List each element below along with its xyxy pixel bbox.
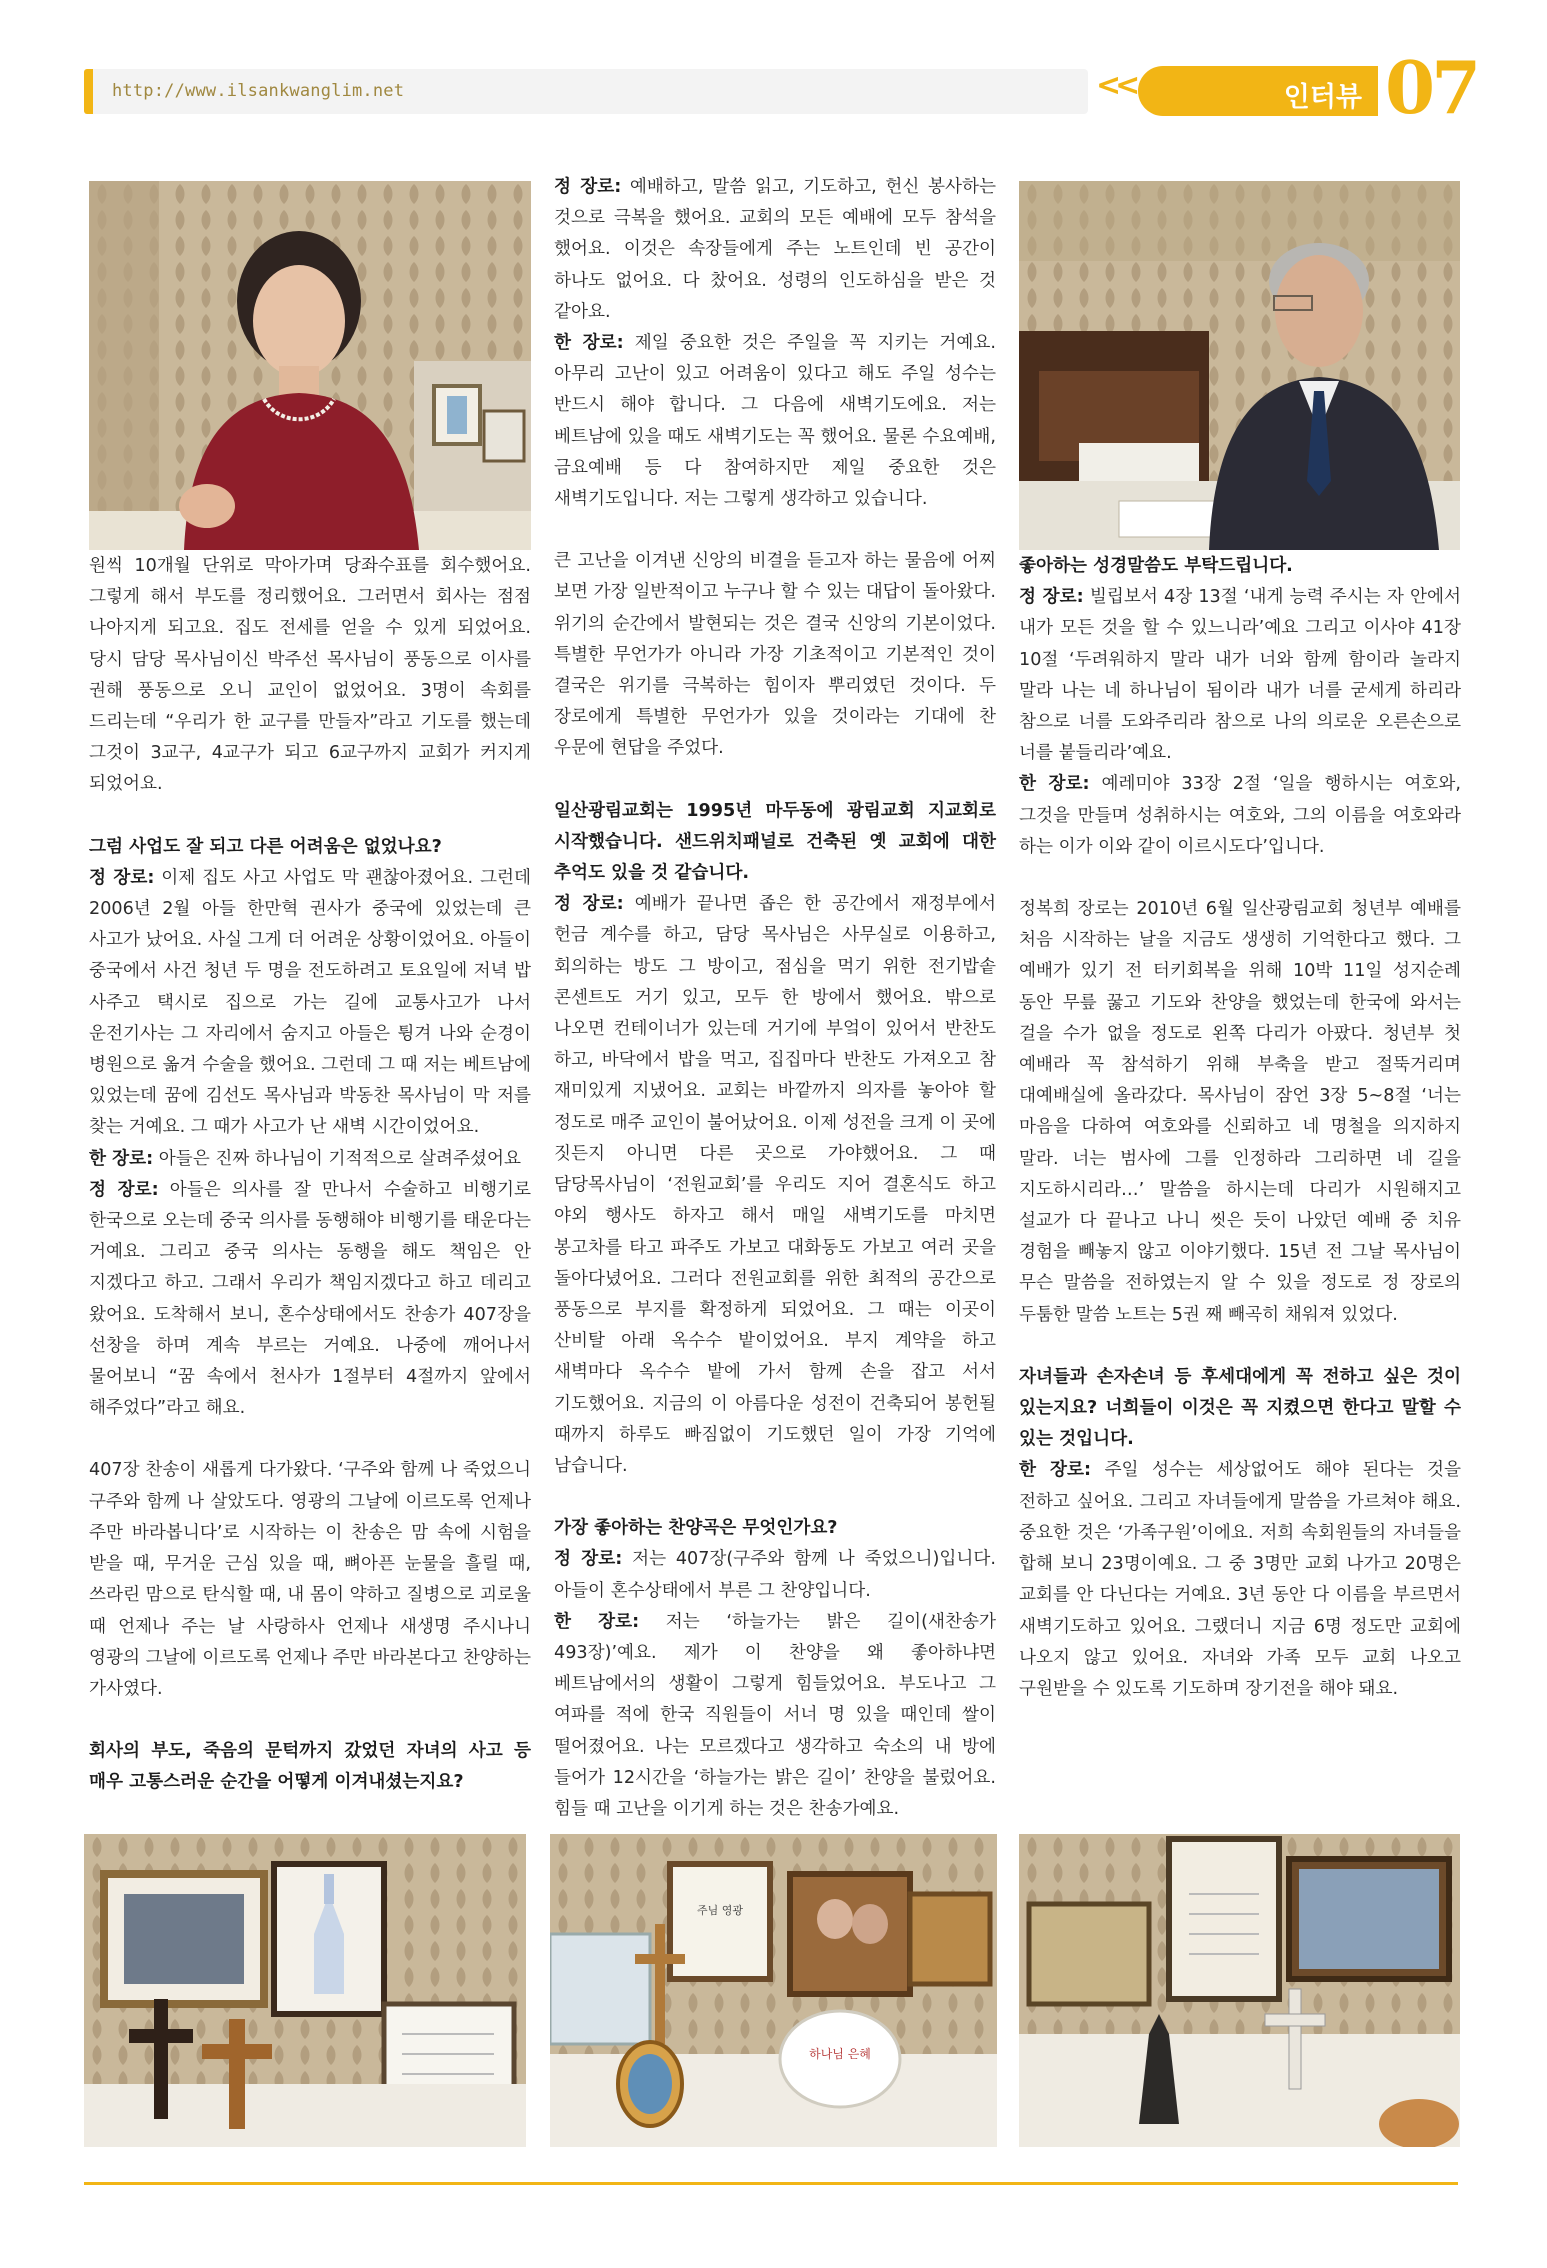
speaker-label: 한 장로: bbox=[554, 333, 624, 354]
answer-paragraph bbox=[1019, 769, 1461, 863]
speaker-label: 정 장로: bbox=[89, 867, 155, 888]
answer-text: 아들은 의사를 잘 만나서 수술하고 비행기로 한국으로 오는데 중국 의사를 동행해야 비행기를 태운다는 거예요. 그리고 중국 의사는 동행을 해도 책임은 안 지겠다고 하고. 그래서 우리가 책임지겠다고 하고 데리고 왔어요. 도착해서 보니, 혼수상태에서도 찬송가 407장을 선창을 하며 계속 부르는 거예요. 나중에 깨어나서 물어보니 “꿈 속에서 천사가 1절부터 4절까지 앞에서 해주었다”라고 해요. bbox=[89, 1179, 531, 1419]
speaker-label: 한 장로: bbox=[554, 1611, 640, 1632]
answer-paragraph bbox=[554, 889, 996, 1482]
interview-question: 회사의 부도, 죽음의 문턱까지 갔었던 자녀의 사고 등 매우 고통스러운 순간을 어떻게 이겨내셨는지요? bbox=[89, 1741, 531, 1793]
section-title: 인터뷰 bbox=[1283, 82, 1362, 113]
section-label-pill bbox=[1138, 66, 1378, 116]
page-number: 07 bbox=[1385, 45, 1478, 130]
speaker-label: 정 장로: bbox=[554, 894, 624, 915]
header-url[interactable]: http://www.ilsankwanglim.net bbox=[112, 81, 405, 101]
answer-text: 제일 중요한 것은 주일을 꼭 지키는 거예요. 아무리 고난이 있고 어려움이 있다고 해도 주일 성수는 반드시 해야 합니다. 그 다음에 새벽기도에요. 저는 베트남에 있을 때도 새벽기도는 꼭 했어요. 물론 수요예배, 금요예배 등 다 참여하지만 제일 중요한 것은 새벽기도입니다. 저는 그렇게 생각하고 있습니다. bbox=[554, 333, 996, 510]
interview-question: 가장 좋아하는 찬양곡은 무엇인가요? bbox=[554, 1518, 838, 1539]
answer-text: 이제 집도 사고 사업도 막 괜찮아졌어요. 그런데 2006년 2월 아들 한만혁 권사가 중국에 있었는데 큰 사고가 났어요. 사실 그게 더 어려운 상황이었어요. 아들이 중국에서 사건 청년 두 명을 전도하려고 토요일에 저녁 밥 사주고 택시로 집으로 가는 길에 교통사고가 나서 운전기사는 그 자리에서 숨지고 아들은 튕겨 나와 순경이 병원으로 옮겨 수술을 했어요. 그런데 그 때 저는 베트남에 있었는데 꿈에 김선도 목사님과 박동찬 목사님이 막 저를 찾는 거예요. 그 때가 사고가 난 새벽 시간이었어요. bbox=[89, 867, 531, 1138]
paragraph: 407장 찬송이 새롭게 다가왔다. ‘구주와 함께 나 죽었으니 구주와 함께 나 살았도다. 영광의 그날에 이르도록 언제나 주만 바라봅니다’로 시작하는 이 찬송은 맘 속에 시험을 받을 때, 무거운 근심 있을 때, 뼈아픈 눈물을 흘릴 때, 쓰라린 맘으로 탄식할 때, 내 몸이 약하고 질병으로 괴로울 때 언제나 주는 날 사랑하사 언제나 새생명 주시나니 영광의 그날에 이르도록 언제나 주만 바라본다고 찬양하는 가사였다. bbox=[89, 1460, 531, 1699]
answer-text: 저는 407장(구주와 함께 나 죽었으니)입니다. 아들이 혼수상태에서 부른 그 찬양입니다. bbox=[554, 1549, 996, 1601]
speaker-label: 정 장로: bbox=[89, 1179, 159, 1200]
interview-question: 그럼 사업도 잘 되고 다른 어려움은 없었나요? bbox=[89, 836, 442, 857]
answer-text: 주일 성수는 세상없어도 해야 된다는 것을 전하고 싶어요. 그리고 자녀들에게 말씀을 가르쳐야 해요. 중요한 것은 ‘가족구원’이에요. 저희 속회원들의 자녀들을 합해 보니 23명이예요. 그 중 3명만 교회 나가고 20명은 교회를 안 다닌다는 거예요. 3년 동안 다 이름을 부르면서 새벽기도하고 있어요. 그랬더니 지금 6명 정도만 교회에 나오지 않고 있어요. 자녀와 가족 모두 교회 나오고 구원받을 수 있도록 기도하며 장기전을 해야 돼요. bbox=[1019, 1460, 1462, 1699]
paragraph: 원씩 10개월 단위로 막아가며 당좌수표를 회수했어요. 그렇게 해서 부도를 정리했어요. 그러면서 회사는 점점 나아지게 되고요. 집도 전세를 얻을 수 있게 되었어요. 당시 담당 목사님이신 박주선 목사님이 풍동으로 이사를 권해 풍동으로 오니 교인이 없었어요. 3명이 속회를 드리는데 “우리가 한 교구를 만들자”라고 기도를 했는데 그것이 3교구, 4교구가 되고 6교구까지 교회가 커지게 되었어요. bbox=[89, 556, 531, 795]
answer-text: 예레미야 33장 2절 ‘일을 행하시는 여호와, 그것을 만들며 성취하시는 여호와, 그의 이름을 여호와라 하는 이가 이와 같이 이르시도다’입니다. bbox=[1019, 774, 1461, 857]
display-shelf-photo-2 bbox=[550, 1834, 997, 2147]
speaker-label: 정 장로: bbox=[1019, 587, 1084, 608]
answer-paragraph bbox=[89, 863, 531, 1144]
plate-text: 하나님 은혜 bbox=[809, 2047, 871, 2061]
speaker-label: 정 장로: bbox=[554, 1549, 623, 1570]
interview-question: 자녀들과 손자손녀 등 후세대에게 꼭 전하고 싶은 것이 있는지요? 너희들이 이것은 꼭 지켰으면 한다고 말할 수 있는 것입니다. bbox=[1019, 1366, 1461, 1450]
answer-paragraph bbox=[554, 172, 996, 328]
interview-question: 좋아하는 성경말씀도 부탁드립니다. bbox=[1019, 556, 1293, 576]
answer-paragraph bbox=[554, 1544, 996, 1606]
answer-text: 아들은 진짜 하나님이 기적적으로 살려주셨어요 bbox=[153, 1148, 522, 1169]
man-portrait-photo bbox=[1019, 181, 1460, 550]
answer-paragraph bbox=[554, 328, 996, 515]
answer-text: 예배하고, 말씀 읽고, 기도하고, 헌신 봉사하는 것으로 극복을 했어요. 교회의 모든 예배에 모두 참석을 했어요. 이것은 속장들에게 주는 노트인데 빈 공간이 하나도 없어요. 다 찼어요. 성령의 인도하심을 받은 것 같아요. bbox=[554, 177, 996, 322]
answer-text: 저는 ‘하늘가는 밝은 길이(새찬송가 493장)’예요. 제가 이 찬양을 왜 좋아하냐면 베트남에서의 생활이 그렇게 힘들었어요. 부도나고 그 여파를 적에 한국 직원들이 서너 명 있을 때인데 쌀이 떨어졌어요. 나는 모르겠다고 생각하고 숙소의 내 방에 들어가 12시간을 ‘하늘가는 밝은 길이’ 찬양을 불렀어요. 힘들 때 고난을 이기게 하는 것은 찬송가예요. bbox=[554, 1611, 996, 1819]
speaker-label: 한 장로: bbox=[89, 1148, 154, 1169]
woman-portrait-photo bbox=[89, 181, 531, 550]
column-2 bbox=[554, 172, 996, 1825]
answer-paragraph bbox=[1019, 582, 1461, 769]
chevron-left-icon: << bbox=[1096, 68, 1135, 103]
paragraph: 정복희 장로는 2010년 6월 일산광림교회 청년부 예배를 처음 시작하는 날을 지금도 생생히 기억한다고 했다. 그 예배가 있기 전 터키회복을 위해 10박 11일 성지순례 동안 무릎 꿇고 기도와 찬양을 했었는데 한국에 와서는 걸을 수가 없을 정도로 왼쪽 다리가 아팠다. 청년부 첫 예배라 꼭 참석하기 위해 부축을 받고 절뚝거리며 대예배실에 올라갔다. 목사님이 잠언 3장 5~8절 ‘너는 마음을 다하여 여호와를 신뢰하고 네 명철을 의지하지 말라. 너는 범사에 그를 인정하라 그리하면 네 길을 지도하시리라…’ 말씀을 하시는데 다리가 시원해지고 설교가 다 끝나고 나니 씻은 듯이 나았던 예배 중 치유 경험을 빼놓지 않고 이야기했다. 15년 전 그날 목사님이 무슨 말씀을 전하였는지 알 수 있을 정도로 정 장로의 두툼한 말씀 노트는 5권 째 빼곡히 채워져 있었다. bbox=[1019, 899, 1461, 1325]
display-shelf-photo-1 bbox=[84, 1834, 526, 2147]
speaker-label: 정 장로: bbox=[554, 177, 622, 197]
footer-rule bbox=[84, 2182, 1458, 2185]
answer-text: 빌립보서 4장 13절 ‘내게 능력 주시는 자 안에서 내가 모든 것을 할 수 있느니라’예요 그리고 이사야 41장 10절 ‘두려워하지 말라 내가 너와 함께 함이라 놀라지 말라 나는 네 하나님이 됨이라 내가 너를 굳세게 하리라 참으로 너를 도와주리라 참으로 나의 의로운 오른손으로 너를 붙들리라’예요. bbox=[1019, 587, 1462, 764]
answer-paragraph bbox=[1019, 1455, 1461, 1705]
speaker-label: 한 장로: bbox=[1019, 774, 1090, 795]
header-accent-stripe bbox=[84, 69, 93, 114]
answer-paragraph bbox=[89, 1175, 531, 1425]
paragraph: 큰 고난을 이겨낸 신앙의 비결을 듣고자 하는 물음에 어찌 보면 가장 일반적이고 누구나 할 수 있는 대답이 돌아왔다. 위기의 순간에서 발현되는 것은 결국 신앙의 기본이었다. 특별한 무언가가 아니라 가장 기초적이고 기본적인 것이 결국은 위기를 극복하는 힘이자 뿌리였던 것이다. 두 장로에게 특별한 무언가가 있을 것이라는 기대에 찬 우문에 현답을 주었다. bbox=[554, 551, 996, 759]
interview-question: 일산광림교회는 1995년 마두동에 광림교회 지교회로 시작했습니다. 샌드위치패널로 건축된 옛 교회에 대한 추억도 있을 것 같습니다. bbox=[554, 800, 996, 884]
header-bar bbox=[84, 69, 1088, 114]
column-1 bbox=[89, 551, 531, 1799]
answer-paragraph bbox=[89, 1144, 531, 1175]
answer-paragraph bbox=[554, 1607, 996, 1825]
column-3 bbox=[1019, 551, 1461, 1705]
speaker-label: 한 장로: bbox=[1019, 1460, 1092, 1481]
display-shelf-photo-3 bbox=[1019, 1834, 1460, 2147]
answer-text: 예배가 끝나면 좁은 한 공간에서 재정부에서 헌금 계수를 하고, 담당 목사님은 사무실로 이용하고, 회의하는 방도 그 방이고, 점심을 먹기 위한 전기밥솥 콘센트도 거기 있고, 모두 한 방에서 했어요. 밖으로 나오면 컨테이너가 있는데 거기에 부엌이 있어서 반찬도 하고, 바닥에서 밥을 먹고, 집집마다 반찬도 가져오고 참 재미있게 지냈어요. 교회는 바깥까지 의자를 놓아야 할 정도로 매주 교인이 불어났어요. 이제 성전을 크게 이 곳에 짓든지 아니면 다른 곳으로 가야했어요. 그 때 담당목사님이 ‘전원교회’를 우리도 지어 결혼식도 하고 야외 행사도 하자고 해서 매일 새벽기도를 마치면 봉고차를 타고 파주도 가보고 대화동도 가보고 여러 곳을 돌아다녔어요. 그러다 전원교회를 위한 최적의 공간으로 풍동으로 부지를 확정하게 되었어요. 그 때는 이곳이 산비탈 아래 옥수수 밭이었어요. 부지 계약을 하고 새벽마다 옥수수 밭에 가서 함께 손을 잡고 서서 기도했어요. 지금의 이 아름다운 성전이 건축되어 봉헌될 때까지 하루도 빠짐없이 기도했던 일이 가장 기억에 남습니다. bbox=[554, 894, 996, 1476]
frame-text: 주님 영광 bbox=[696, 1904, 744, 1917]
